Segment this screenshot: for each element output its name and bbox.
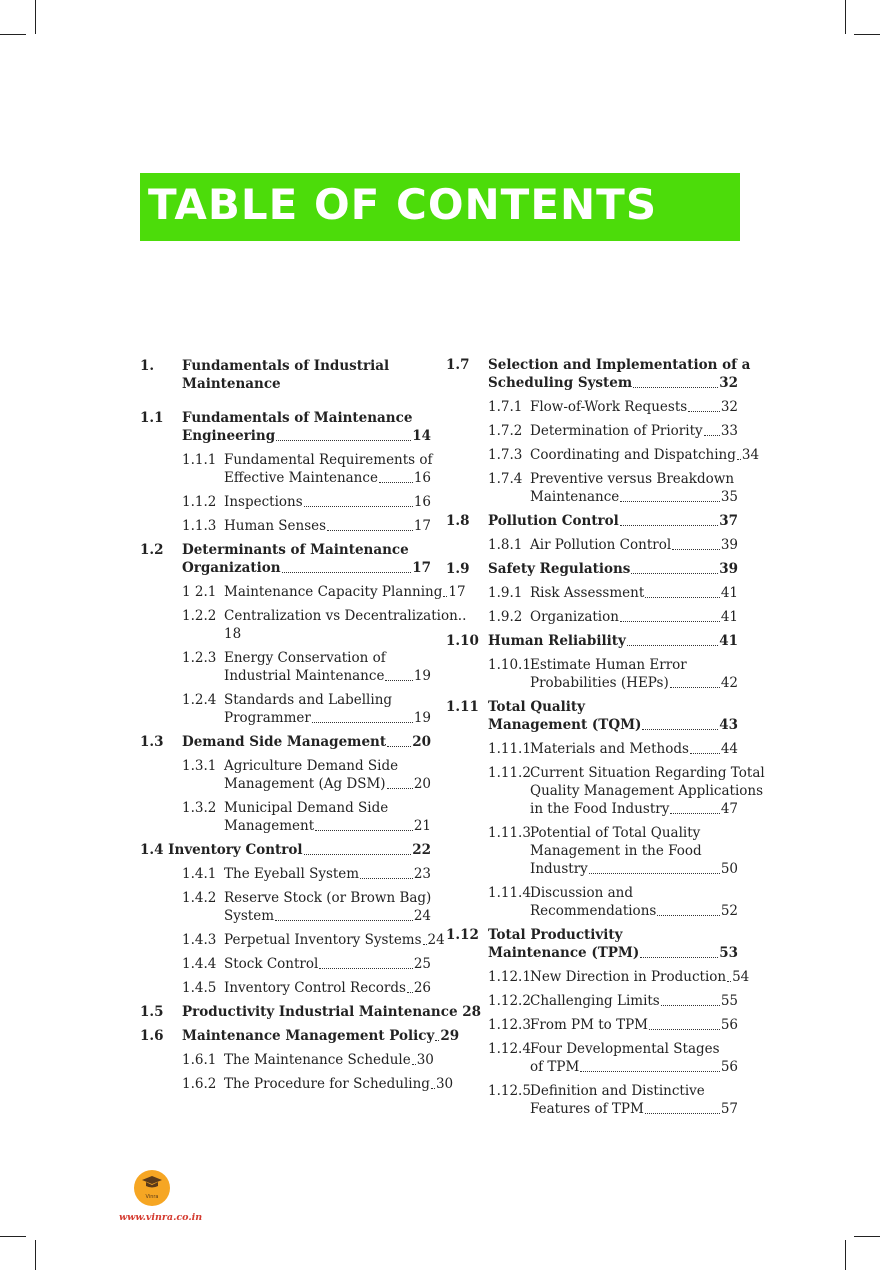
toc-entry-title: New Direction in Production <box>530 969 727 985</box>
toc-entry-title: Management in the Food <box>530 843 702 859</box>
page-title: TABLE OF CONTENTS <box>148 180 658 229</box>
toc-page-number: 54 <box>732 969 750 985</box>
toc-page-number: 43 <box>719 717 738 733</box>
toc-page-number: 44 <box>720 741 738 757</box>
toc-entry-number: 1.3.2 <box>182 800 217 816</box>
toc-entry-number: 1.6.2 <box>182 1076 217 1092</box>
toc-page-number: 21 <box>413 818 431 834</box>
dot-leader <box>661 1005 720 1006</box>
crop-mark <box>0 1236 26 1237</box>
toc-page-number: 16 <box>413 494 431 510</box>
toc-entry-title: in the Food Industry <box>530 801 670 817</box>
toc-entry-title: 1.4 Inventory Control <box>140 842 303 858</box>
toc-entry-title: Agriculture Demand Side <box>224 758 399 774</box>
toc-entry-number: 1.4.4 <box>182 956 217 972</box>
toc-page-number: 41 <box>720 609 738 625</box>
toc-entry-title: Organization <box>530 609 619 625</box>
dot-leader <box>315 830 413 831</box>
toc-entry-title: Maintenance Management Policy <box>182 1028 435 1044</box>
dot-leader <box>360 878 413 879</box>
toc-entry-title: Flow-of-Work Requests <box>530 399 688 415</box>
toc-page-number: 35 <box>720 489 738 505</box>
toc-page-number: 47 <box>720 801 738 817</box>
toc-page-number: 22 <box>412 842 431 858</box>
toc-page-number: 20 <box>413 776 431 792</box>
toc-entry-title: of TPM <box>530 1059 580 1075</box>
toc-entry-title: Safety Regulations <box>488 561 631 577</box>
toc-entry-title: Current Situation Regarding Total <box>530 765 765 781</box>
dot-leader <box>319 968 413 969</box>
toc-entry-number: 1.7.2 <box>488 423 523 439</box>
toc-entry-number: 1.3 <box>140 734 164 750</box>
toc-entry-number: 1.11.3 <box>488 825 531 841</box>
toc-entry-title: Maintenance Capacity Planning <box>224 584 443 600</box>
toc-page-number: 19 <box>413 668 431 684</box>
toc-entry-title: Definition and Distinctive <box>530 1083 705 1099</box>
toc-entry-title: Total Productivity <box>488 927 623 943</box>
toc-entry-number: 1.8 <box>446 513 470 529</box>
toc-page-number: 41 <box>719 633 738 649</box>
toc-entry-title: Quality Management Applications <box>530 783 764 799</box>
toc-entry-number: 1.12.4 <box>488 1041 531 1057</box>
toc-entry-number: 1.7.4 <box>488 471 523 487</box>
crop-mark <box>0 34 26 35</box>
toc-entry-number: 1.7.3 <box>488 447 523 463</box>
toc-entry-title: Potential of Total Quality <box>530 825 701 841</box>
dot-leader <box>620 525 718 526</box>
toc-entry-number: 1.8.1 <box>488 537 523 553</box>
toc-entry-number: 1.2 <box>140 542 164 558</box>
toc-page-number: 30 <box>435 1076 454 1092</box>
dot-leader <box>670 687 720 688</box>
toc-entry-title: Engineering <box>182 428 276 444</box>
toc-entry-title: Perpetual Inventory Systems <box>224 932 422 948</box>
toc-entry-title: Fundamentals of Maintenance <box>182 410 413 426</box>
dot-leader <box>690 753 720 754</box>
toc-page-number: 30 <box>416 1052 434 1068</box>
dot-leader <box>645 1113 720 1114</box>
toc-page-number: 24 <box>413 908 431 924</box>
toc-entry-number: 1.9.1 <box>488 585 523 601</box>
dot-leader <box>688 411 720 412</box>
toc-entry-title: Air Pollution Control <box>530 537 672 553</box>
dot-leader <box>304 506 413 507</box>
toc-page-number: 50 <box>720 861 738 877</box>
toc-entry-title: Productivity Industrial Maintenance 28 <box>182 1004 482 1020</box>
toc-entry-title: The Eyeball System <box>224 866 360 882</box>
toc-entry-title: Human Senses <box>224 518 327 534</box>
website-link[interactable]: www.vinra.co.in <box>119 1212 203 1223</box>
toc-entry-title: Maintenance <box>530 489 620 505</box>
toc-entry-title: Estimate Human Error <box>530 657 687 673</box>
title-banner <box>140 173 740 241</box>
toc-page-number: 41 <box>720 585 738 601</box>
dot-leader <box>620 621 720 622</box>
dot-leader <box>633 387 718 388</box>
toc-page-number: 34 <box>741 447 760 463</box>
dot-leader <box>276 440 411 441</box>
toc-entry-title: Reserve Stock (or Brown Bag) <box>224 890 432 906</box>
toc-entry-title: Management (TQM) <box>488 717 642 733</box>
dot-leader <box>640 957 718 958</box>
toc-entry-title: Human Reliability <box>488 633 626 649</box>
toc-entry-number: 1.6.1 <box>182 1052 217 1068</box>
toc-entry-title: Stock Control <box>224 956 319 972</box>
toc-page-number: 17 <box>413 518 431 534</box>
toc-entry-title: Inspections <box>224 494 303 510</box>
toc-entry-title: Municipal Demand Side <box>224 800 389 816</box>
toc-entry-number: 1.12.5 <box>488 1083 531 1099</box>
dot-leader <box>620 501 720 502</box>
toc-entry-title: Centralization vs Decentralization.. <box>224 608 467 624</box>
toc-entry-number: 1.3.1 <box>182 758 217 774</box>
toc-page-number: 33 <box>720 423 738 439</box>
toc-entry-number: 1 2.1 <box>182 584 217 600</box>
toc-entry-title: Total Quality <box>488 699 585 715</box>
dot-leader <box>649 1029 720 1030</box>
dot-leader <box>627 645 718 646</box>
toc-entry-title: Management (Ag DSM) <box>224 776 386 792</box>
toc-entry-number: 1.2.4 <box>182 692 217 708</box>
toc-entry-number: 1.1.1 <box>182 452 217 468</box>
toc-page-number: 14 <box>412 428 431 444</box>
toc-entry-title: Maintenance (TPM) <box>488 945 640 961</box>
toc-entry-number: 1.11 <box>446 699 479 715</box>
publisher-logo <box>134 1170 170 1206</box>
dot-leader <box>275 920 413 921</box>
toc-entry-title: Energy Conservation of <box>224 650 386 666</box>
toc-entry-number: 1.11.4 <box>488 885 531 901</box>
toc-page-number: 42 <box>720 675 738 691</box>
toc-page-number: 55 <box>720 993 738 1009</box>
toc-entry-number: 1.10.1 <box>488 657 531 673</box>
toc-entry-title: Effective Maintenance <box>224 470 378 486</box>
dot-leader <box>327 530 413 531</box>
toc-entry-number: 1.2.3 <box>182 650 217 666</box>
dot-leader <box>407 992 413 993</box>
toc-entry-number: 1.1.3 <box>182 518 217 534</box>
dot-leader <box>412 1064 416 1065</box>
toc-entry-title: Pollution Control <box>488 513 619 529</box>
toc-entry-title: Probabilities (HEPs) <box>530 675 669 691</box>
toc-entry-number: 1.4.3 <box>182 932 217 948</box>
dot-leader <box>387 788 413 789</box>
toc-entry-number: 1.9 <box>446 561 470 577</box>
toc-entry-number: 1.12 <box>446 927 479 943</box>
toc-page-number: 56 <box>720 1059 738 1075</box>
toc-entry-title: Programmer <box>224 710 311 726</box>
toc-page-number: 53 <box>719 945 738 961</box>
toc-entry-number: 1.11.1 <box>488 741 531 757</box>
toc-entry-title: Fundamentals of Industrial <box>182 358 390 374</box>
toc-page-number: 17 <box>412 560 431 576</box>
toc-entry-title: Determination of Priority <box>530 423 703 439</box>
dot-leader <box>379 482 413 483</box>
toc-entry-title: Discussion and <box>530 885 633 901</box>
toc-entry-number: 1.1 <box>140 410 164 426</box>
toc-entry-title: Materials and Methods <box>530 741 689 757</box>
toc-entry-title: The Procedure for Scheduling <box>224 1076 430 1092</box>
crop-mark <box>35 0 36 34</box>
dot-leader <box>431 1088 435 1089</box>
toc-entry-number: 1.4.1 <box>182 866 217 882</box>
dot-leader <box>589 873 720 874</box>
crop-mark <box>854 1236 880 1237</box>
crop-mark <box>35 1240 36 1270</box>
toc-entry-title: Risk Assessment <box>530 585 645 601</box>
dot-leader <box>657 915 720 916</box>
dot-leader <box>435 1040 439 1041</box>
toc-entry-title: Inventory Control Records <box>224 980 406 996</box>
toc-page-number: 39 <box>720 537 738 553</box>
toc-entry-title: Standards and Labelling <box>224 692 393 708</box>
toc-entry-title: Challenging Limits <box>530 993 660 1009</box>
toc-entry-number: 1.12.2 <box>488 993 531 1009</box>
toc-entry-title: Industry <box>530 861 588 877</box>
toc-entry-number: 1.10 <box>446 633 479 649</box>
toc-page-number: 32 <box>720 399 738 415</box>
toc-entry-title: Industrial Maintenance <box>224 668 385 684</box>
dot-leader <box>282 572 412 573</box>
toc-entry-title: System <box>224 908 275 924</box>
toc-entry-title: 18 <box>224 626 242 642</box>
dot-leader <box>312 722 413 723</box>
toc-entry-title: The Maintenance Schedule <box>224 1052 411 1068</box>
toc-entry-title: Preventive versus Breakdown <box>530 471 735 487</box>
toc-entry-number: 1.4.5 <box>182 980 217 996</box>
toc-page-number: 16 <box>413 470 431 486</box>
toc-page-number: 37 <box>719 513 738 529</box>
toc-page-number: 57 <box>720 1101 738 1117</box>
toc-entry-title: Four Developmental Stages <box>530 1041 720 1057</box>
toc-entry-title: Maintenance <box>182 376 281 392</box>
crop-mark <box>845 0 846 34</box>
toc-page-number: 29 <box>440 1028 460 1044</box>
toc-entry-title: Selection and Implementation of a <box>488 357 751 373</box>
crop-mark <box>845 1240 846 1270</box>
toc-entry-number: 1. <box>140 358 155 374</box>
toc-entry-title: Fundamental Requirements of <box>224 452 433 468</box>
toc-entry-title: Coordinating and Dispatching <box>530 447 736 463</box>
dot-leader <box>672 549 720 550</box>
dot-leader <box>631 573 718 574</box>
toc-page-number: 32 <box>719 375 738 391</box>
toc-entry-title: Demand Side Management <box>182 734 387 750</box>
toc-page-number: 19 <box>413 710 431 726</box>
dot-leader <box>387 746 411 747</box>
toc-entry-number: 1.12.3 <box>488 1017 531 1033</box>
toc-entry-number: 1.6 <box>140 1028 164 1044</box>
toc-page-number: 52 <box>720 903 738 919</box>
dot-leader <box>642 729 718 730</box>
toc-entry-title: Scheduling System <box>488 375 633 391</box>
toc-entry-number: 1.9.2 <box>488 609 523 625</box>
toc-entry-title: Management <box>224 818 315 834</box>
dot-leader <box>423 944 427 945</box>
dot-leader <box>443 596 447 597</box>
dot-leader <box>645 597 720 598</box>
toc-page-number: 26 <box>413 980 431 996</box>
crop-mark <box>854 34 880 35</box>
toc-page-number: 39 <box>719 561 738 577</box>
toc-page-number: 17 <box>448 584 466 600</box>
dot-leader <box>385 680 412 681</box>
dot-leader <box>704 435 720 436</box>
toc-entry-number: 1.11.2 <box>488 765 531 781</box>
dot-leader <box>670 813 719 814</box>
dot-leader <box>304 854 412 855</box>
graduation-cap-icon <box>142 1176 162 1190</box>
toc-page-number: 25 <box>413 956 431 972</box>
toc-entry-number: 1.7.1 <box>488 399 523 415</box>
toc-page-number: 56 <box>720 1017 738 1033</box>
toc-entry-number: 1.1.2 <box>182 494 217 510</box>
toc-entry-title: Determinants of Maintenance <box>182 542 409 558</box>
dot-leader <box>580 1071 719 1072</box>
toc-entry-title: Recommendations <box>530 903 657 919</box>
toc-page-number: 24 <box>427 932 445 948</box>
toc-entry-title: Organization <box>182 560 281 576</box>
toc-entry-title: From PM to TPM <box>530 1017 648 1033</box>
toc-entry-number: 1.2.2 <box>182 608 217 624</box>
toc-page-number: 20 <box>412 734 431 750</box>
toc-entry-title: Features of TPM <box>530 1101 644 1117</box>
logo-caption: Vinra <box>145 1194 159 1200</box>
dot-leader <box>737 459 741 460</box>
toc-entry-number: 1.5 <box>140 1004 164 1020</box>
dot-leader <box>727 981 731 982</box>
toc-page-number: 23 <box>413 866 431 882</box>
toc-entry-number: 1.12.1 <box>488 969 531 985</box>
toc-entry-number: 1.4.2 <box>182 890 217 906</box>
toc-entry-number: 1.7 <box>446 357 470 373</box>
